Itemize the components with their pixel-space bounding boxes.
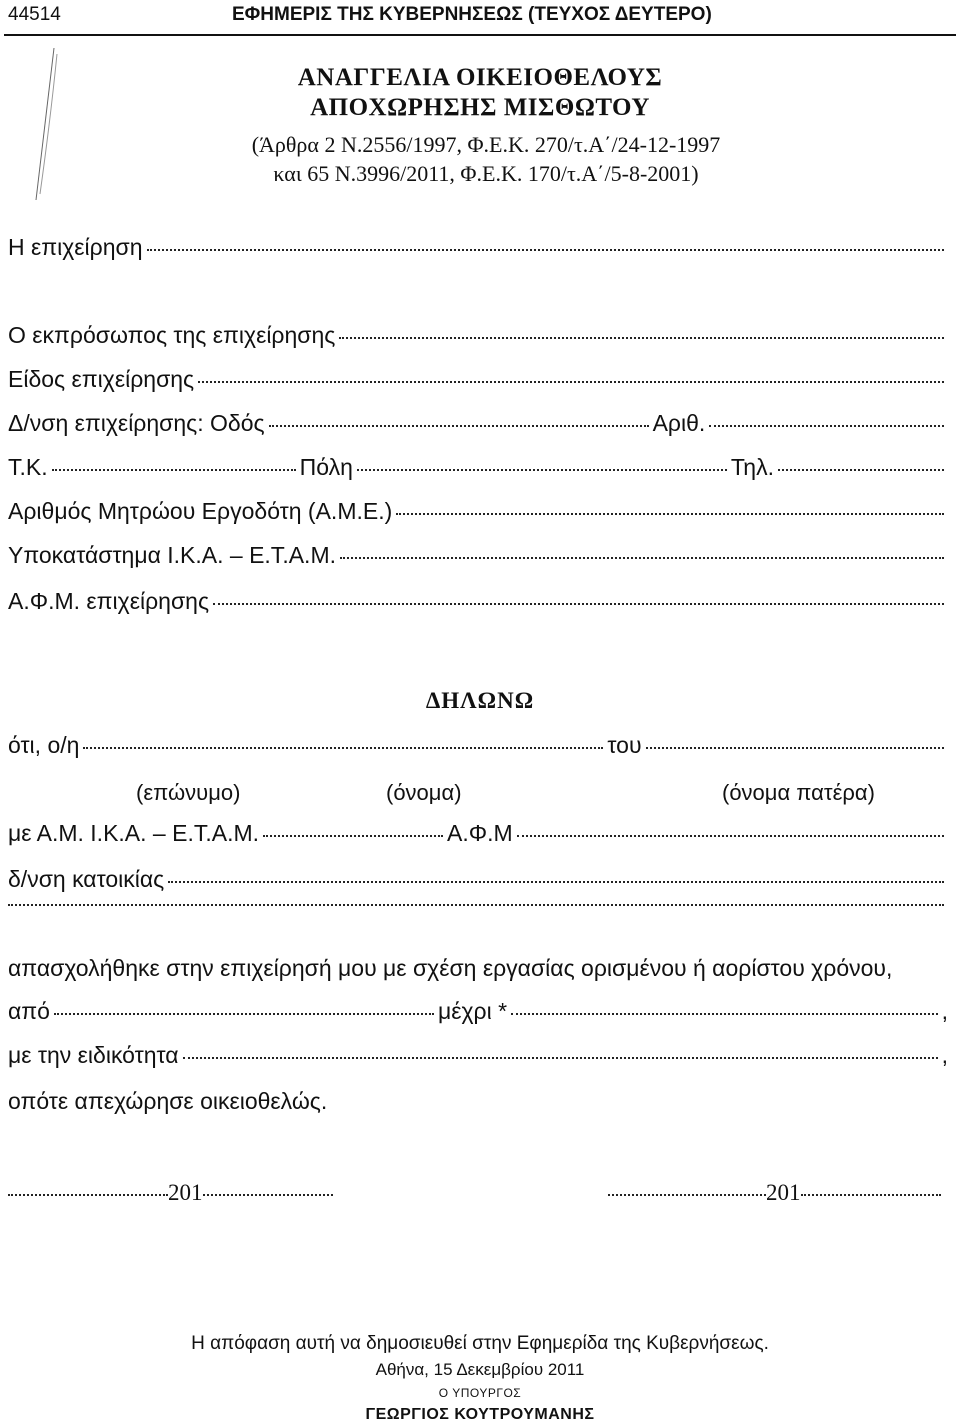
field-postal-code-label: Τ.Κ.: [8, 454, 48, 480]
field-residence-label: δ/νση κατοικίας: [8, 866, 165, 892]
field-ika-branch[interactable]: [8, 542, 948, 576]
field-employee-am-blank[interactable]: [263, 835, 443, 837]
field-representative-label: Ο εκπρόσωπος της επιχείρησης: [8, 322, 336, 348]
field-employee-name[interactable]: [8, 732, 948, 766]
field-afm[interactable]: [8, 588, 948, 622]
field-employee-surname-blank[interactable]: [83, 747, 603, 749]
form-title-line2: ΑΠΟΧΩΡΗΣΗΣ ΜΙΣΘΩΤΟΥ: [310, 94, 650, 121]
field-city-blank[interactable]: [357, 469, 727, 471]
form-title-line1: ΑΝΑΓΓΕΛΙΑ ΟΙΚΕΙΟΘΕΛΟΥΣ: [297, 64, 663, 91]
name-captions: [8, 780, 948, 810]
field-specialty-label: με την ειδικότητα: [8, 1042, 179, 1068]
field-ika-branch-label: Υποκατάστημα Ι.Κ.Α. – Ε.Τ.Α.Μ.: [8, 542, 336, 568]
field-street-blank[interactable]: [269, 425, 649, 427]
date-left[interactable]: [8, 1180, 333, 1206]
date-right-year: 201: [766, 1180, 801, 1205]
field-employee-that-label: ότι, ο/η: [8, 732, 80, 758]
header-rule: [4, 34, 956, 36]
field-ika-branch-blank[interactable]: [340, 557, 944, 559]
date-lines: [8, 1180, 948, 1214]
field-phone-label: Τηλ.: [730, 454, 774, 480]
field-residence-line2-blank[interactable]: [8, 904, 944, 906]
date-right[interactable]: [608, 1180, 941, 1206]
field-business-type-label: Είδος επιχείρησης: [8, 366, 195, 392]
field-representative-blank[interactable]: [339, 337, 944, 339]
field-location[interactable]: [8, 454, 948, 488]
field-residence[interactable]: [8, 866, 948, 900]
field-specialty-comma: ,: [941, 1042, 948, 1068]
law-reference-line1: (Άρθρα 2 Ν.2556/1997, Φ.Ε.Κ. 270/τ.Α΄/24-12-1997: [251, 132, 721, 157]
field-employee-afm-blank[interactable]: [517, 835, 944, 837]
field-business[interactable]: [8, 234, 948, 268]
publish-note: Η απόφαση αυτή να δημοσιευθεί στην Εφημερίδα της Κυβερνήσεως.: [191, 1333, 769, 1354]
date-right-blank-a[interactable]: [608, 1194, 766, 1196]
caption-father-name: (όνομα πατέρα): [722, 780, 875, 805]
date-left-blank-b[interactable]: [203, 1194, 333, 1196]
caption-name: (όνομα): [386, 780, 462, 805]
field-period-comma: ,: [941, 998, 948, 1024]
field-employee-father-blank[interactable]: [646, 747, 944, 749]
field-business-label: Η επιχείρηση: [8, 234, 143, 260]
closing-statement: οπότε απεχώρησε οικειοθελώς.: [8, 1088, 328, 1114]
field-postal-code-blank[interactable]: [52, 469, 296, 471]
field-business-blank[interactable]: [147, 249, 944, 251]
gazette-title: ΕΦΗΜΕΡΙΣ ΤΗΣ ΚΥΒΕΡΝΗΣΕΩΣ (ΤΕΥΧΟΣ ΔΕΥΤΕΡΟ): [232, 4, 712, 25]
caption-surname: (επώνυμο): [136, 780, 241, 805]
date-left-year: 201: [168, 1180, 203, 1205]
law-reference-line2: και 65 Ν.3996/2011, Φ.Ε.Κ. 170/τ.Α΄/5-8-2001): [273, 161, 699, 186]
field-from-blank[interactable]: [54, 1013, 434, 1015]
field-afm-blank[interactable]: [213, 603, 944, 605]
field-phone-blank[interactable]: [778, 469, 944, 471]
field-specialty[interactable]: [8, 1042, 948, 1076]
field-from-label: από: [8, 998, 50, 1024]
field-employer-reg-blank[interactable]: [396, 513, 944, 515]
field-residence-line2[interactable]: [8, 908, 948, 942]
field-street-label: Δ/νση επιχείρησης: Οδός: [8, 410, 265, 436]
field-employer-reg-label: Αριθμός Μητρώου Εργοδότη (Α.Μ.Ε.): [8, 498, 393, 524]
field-number-label: Αριθ.: [652, 410, 706, 436]
signatory-role: Ο ΥΠΟΥΡΓΟΣ: [438, 1386, 522, 1400]
field-until-blank[interactable]: [511, 1013, 938, 1015]
date-left-blank-a[interactable]: [8, 1194, 168, 1196]
law-reference: [216, 130, 756, 188]
field-until-label: μέχρι *: [437, 998, 508, 1024]
scan-artifact-lines: [0, 44, 60, 204]
field-employee-of-label: του: [607, 732, 642, 758]
signatory-name: ΓΕΩΡΓΙΟΣ ΚΟΥΤΡΟΥΜΑΝΗΣ: [365, 1406, 595, 1423]
field-business-type-blank[interactable]: [198, 381, 944, 383]
field-period[interactable]: [8, 998, 948, 1032]
field-city-label: Πόλη: [299, 454, 353, 480]
field-number-blank[interactable]: [709, 425, 944, 427]
field-employee-am-label: με Α.Μ. Ι.Κ.Α. – Ε.Τ.Α.Μ.: [8, 820, 260, 846]
field-employee-afm-label: Α.Φ.Μ: [447, 820, 513, 846]
declare-heading: ΔΗΛΩΝΩ: [425, 688, 535, 713]
field-specialty-blank[interactable]: [183, 1057, 938, 1059]
field-employer-reg[interactable]: [8, 498, 948, 532]
date-right-blank-b[interactable]: [801, 1194, 941, 1196]
employment-statement: απασχολήθηκε στην επιχείρησή μου με σχέση εργασίας ορισμένου ή αορίστου χρόνου,: [8, 955, 893, 981]
field-residence-blank[interactable]: [168, 881, 944, 883]
field-employee-ids[interactable]: [8, 820, 948, 854]
place-date: Αθήνα, 15 Δεκεμβρίου 2011: [375, 1360, 585, 1379]
field-business-type[interactable]: [8, 366, 948, 400]
field-representative[interactable]: [8, 322, 948, 356]
field-address[interactable]: [8, 410, 948, 444]
field-afm-label: Α.Φ.Μ. επιχείρησης: [8, 588, 210, 614]
page-number: 44514: [8, 4, 61, 25]
